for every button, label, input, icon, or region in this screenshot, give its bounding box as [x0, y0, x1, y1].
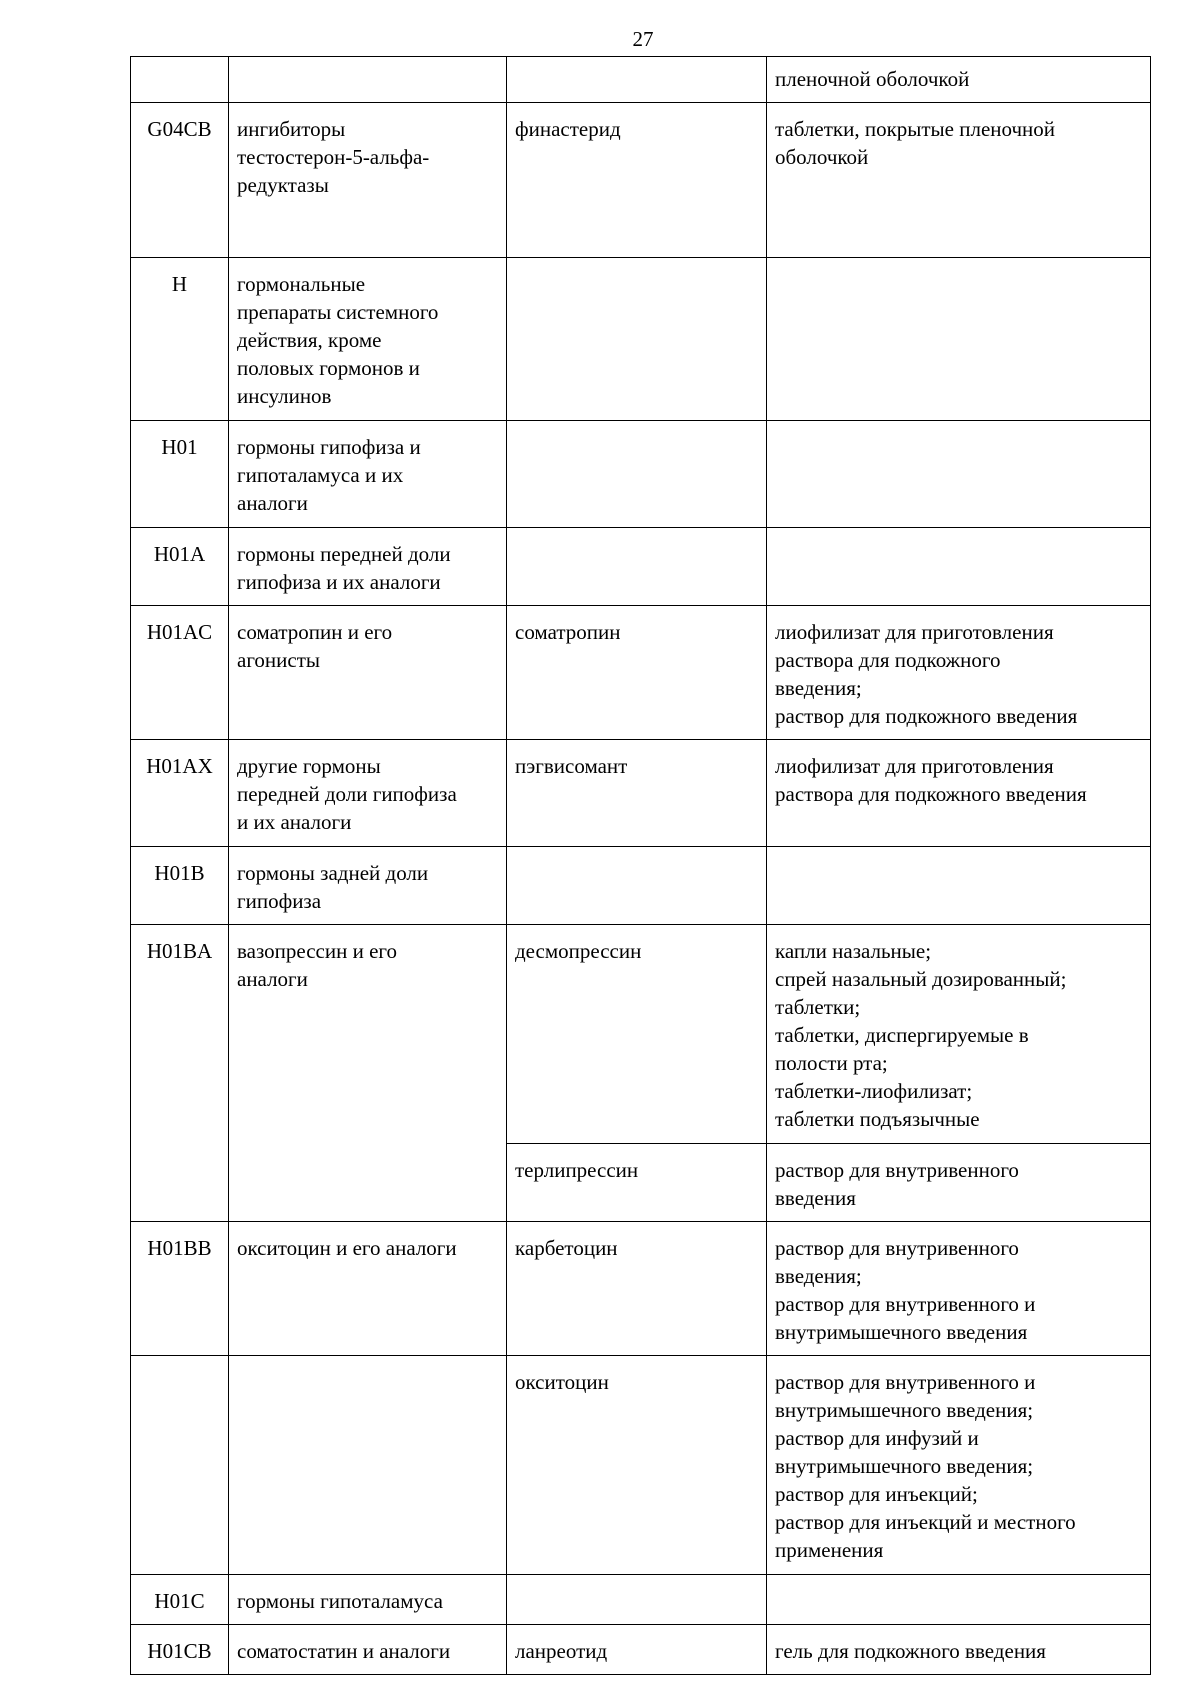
form-line: таблетки, диспергируемые в: [775, 1023, 1029, 1047]
form-line: введения;: [775, 676, 862, 700]
drug-cell: финастерид: [507, 103, 767, 258]
form-cell: [767, 1575, 1151, 1625]
form-line: таблетки-лиофилизат;: [775, 1079, 973, 1103]
group-line: гормональные: [237, 272, 366, 296]
group-line: передней доли гипофиза: [237, 782, 457, 806]
form-line: раствор для внутривенного и: [775, 1292, 1036, 1316]
form-line: раствор для инфузий и: [775, 1426, 979, 1450]
drug-table: [130, 56, 1151, 1675]
group-cell: [229, 1625, 507, 1675]
form-line: капли назальные;: [775, 939, 932, 963]
group-line: другие гормоны: [237, 754, 381, 778]
group-cell: [229, 258, 507, 421]
group-line: гипофиза и их аналоги: [237, 570, 441, 594]
form-cell: [767, 1144, 1151, 1222]
form-cell: [767, 1625, 1151, 1675]
form-cell: [767, 847, 1151, 925]
group-cell: [229, 103, 507, 258]
group-cell: [229, 925, 507, 1222]
atc-code-cell: H01AX: [131, 740, 229, 847]
form-line: раствор для внутривенного: [775, 1236, 1019, 1260]
group-cell: [229, 1222, 507, 1356]
drug-cell: [507, 847, 767, 925]
group-line: соматостатин и аналоги: [237, 1639, 451, 1663]
table-row: [131, 103, 1151, 258]
group-line: аналоги: [237, 967, 308, 991]
form-cell: [767, 421, 1151, 528]
form-line: внутримышечного введения: [775, 1320, 1028, 1344]
table-row: [131, 57, 1151, 103]
drug-cell: ланреотид: [507, 1625, 767, 1675]
form-line: лиофилизат для приготовления: [775, 754, 1054, 778]
form-line: таблетки;: [775, 995, 861, 1019]
group-cell: [229, 847, 507, 925]
group-line: агонисты: [237, 648, 320, 672]
drug-cell: [507, 528, 767, 606]
group-cell: [229, 1575, 507, 1625]
drug-cell: [507, 258, 767, 421]
group-line: ингибиторы: [237, 117, 346, 141]
group-line: гормоны гипофиза и: [237, 435, 421, 459]
form-line: раствор для инъекций и местного: [775, 1510, 1076, 1534]
drug-cell: [507, 1575, 767, 1625]
form-line: раствор для внутривенного и: [775, 1370, 1036, 1394]
group-cell: [229, 606, 507, 740]
group-line: препараты системного: [237, 300, 439, 324]
group-cell: [229, 740, 507, 847]
atc-code-cell: [131, 57, 229, 103]
table-row: [131, 740, 1151, 847]
atc-code-cell: H01CB: [131, 1625, 229, 1675]
group-cell: [229, 1356, 507, 1575]
group-line: инсулинов: [237, 384, 332, 408]
form-cell: [767, 1356, 1151, 1575]
drug-cell: карбетоцин: [507, 1222, 767, 1356]
drug-cell: [507, 57, 767, 103]
form-line: внутримышечного введения;: [775, 1398, 1034, 1422]
table-row: [131, 528, 1151, 606]
form-line: полости рта;: [775, 1051, 888, 1075]
form-line: внутримышечного введения;: [775, 1454, 1034, 1478]
atc-code-cell: H01B: [131, 847, 229, 925]
drug-cell: соматропин: [507, 606, 767, 740]
group-line: тестостерон-5-альфа-: [237, 145, 430, 169]
form-line: применения: [775, 1538, 884, 1562]
page-number: 27: [632, 27, 654, 51]
form-line: раствора для подкожного введения: [775, 782, 1087, 806]
group-line: вазопрессин и его: [237, 939, 397, 963]
form-line: оболочкой: [775, 145, 869, 169]
form-line: раствор для внутривенного: [775, 1158, 1019, 1182]
form-line: гель для подкожного введения: [775, 1639, 1046, 1663]
table-row: [131, 1222, 1151, 1356]
group-line: аналоги: [237, 491, 308, 515]
table-row: [131, 925, 1151, 1144]
atc-code-cell: H01BA: [131, 925, 229, 1222]
form-cell: [767, 103, 1151, 258]
table-row: [131, 258, 1151, 421]
table-row: [131, 1356, 1151, 1575]
form-cell: [767, 528, 1151, 606]
atc-code-cell: H01: [131, 421, 229, 528]
form-cell: [767, 740, 1151, 847]
form-line: раствора для подкожного: [775, 648, 1001, 672]
group-line: действия, кроме: [237, 328, 382, 352]
table-row: [131, 847, 1151, 925]
drug-cell: окситоцин: [507, 1356, 767, 1575]
drug-cell: [507, 421, 767, 528]
form-cell: [767, 57, 1151, 103]
form-line: введения;: [775, 1264, 862, 1288]
table-row: [131, 1575, 1151, 1625]
atc-code-cell: [131, 1356, 229, 1575]
atc-code-cell: H01BB: [131, 1222, 229, 1356]
atc-code-cell: H01AC: [131, 606, 229, 740]
group-line: половых гормонов и: [237, 356, 420, 380]
form-line: раствор для подкожного введения: [775, 704, 1078, 728]
atc-code-cell: H01A: [131, 528, 229, 606]
form-cell: [767, 606, 1151, 740]
group-line: соматропин и его: [237, 620, 393, 644]
group-line: редуктазы: [237, 173, 329, 197]
table-row: [131, 1625, 1151, 1675]
form-line: лиофилизат для приготовления: [775, 620, 1054, 644]
group-line: и их аналоги: [237, 810, 352, 834]
table-row: [131, 421, 1151, 528]
group-line: гормоны задней доли: [237, 861, 429, 885]
group-cell: [229, 57, 507, 103]
atc-code-cell: H01C: [131, 1575, 229, 1625]
form-line: введения: [775, 1186, 856, 1210]
group-line: гипоталамуса и их: [237, 463, 404, 487]
form-line: таблетки подъязычные: [775, 1107, 980, 1131]
form-cell: [767, 1222, 1151, 1356]
form-cell: [767, 258, 1151, 421]
form-line: раствор для инъекций;: [775, 1482, 978, 1506]
group-cell: [229, 421, 507, 528]
form-line: спрей назальный дозированный;: [775, 967, 1067, 991]
form-line: пленочной оболочкой: [775, 67, 970, 91]
drug-cell: десмопрессин: [507, 925, 767, 1144]
group-line: гормоны гипоталамуса: [237, 1589, 443, 1613]
table-row: [131, 606, 1151, 740]
form-line: таблетки, покрытые пленочной: [775, 117, 1056, 141]
drug-cell: терлипрессин: [507, 1144, 767, 1222]
atc-code-cell: H: [131, 258, 229, 421]
form-cell: [767, 925, 1151, 1144]
group-line: окситоцин и его аналоги: [237, 1236, 457, 1260]
atc-code-cell: G04CB: [131, 103, 229, 258]
group-line: гормоны передней доли: [237, 542, 451, 566]
drug-cell: пэгвисомант: [507, 740, 767, 847]
group-cell: [229, 528, 507, 606]
group-line: гипофиза: [237, 889, 322, 913]
